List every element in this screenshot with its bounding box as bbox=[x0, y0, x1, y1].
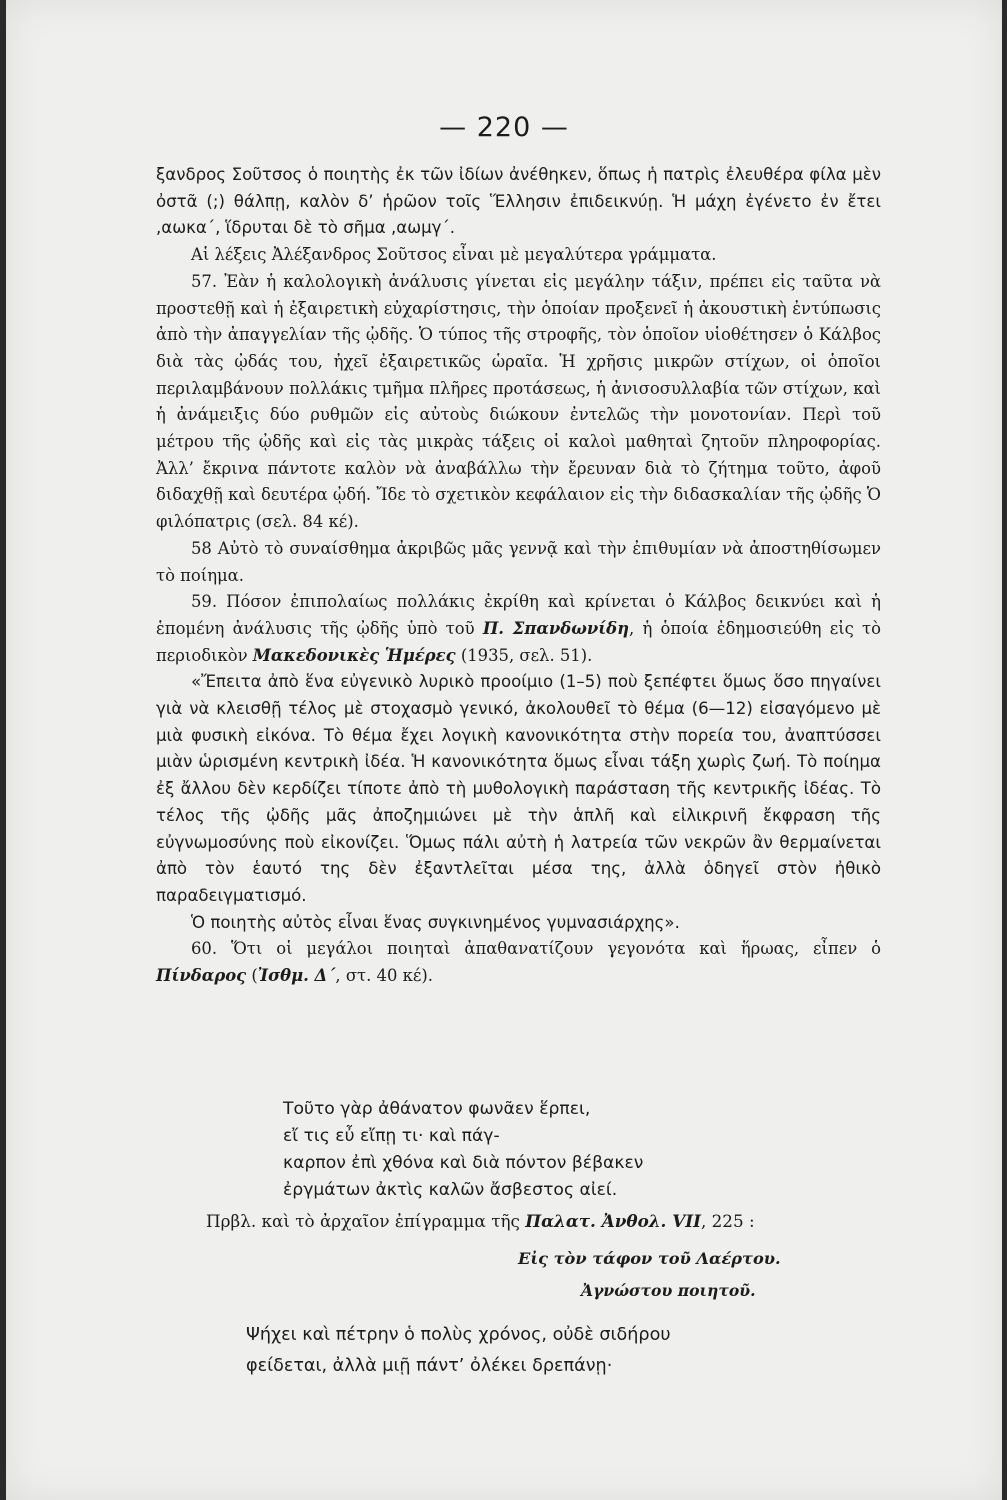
paragraph bbox=[156, 936, 881, 989]
emphasized-text: Πίνδαρος bbox=[156, 966, 247, 986]
comparison-source: Παλατ. Ἀνθολ. VII bbox=[525, 1211, 701, 1231]
paragraph: 57. Ἐὰν ἡ καλολογικὴ ἀνάλυσις γίνεται εἰς μεγάλην τάξιν, πρέπει εἰς ταῦτα νὰ προστεθῇ καὶ ἡ ἐξαιρετικὴ εὐχαρίστησις, τὴν ὁποίαν προξενεῖ ἡ ἀκουστικὴ ἐντύπωσις ἀπὸ τὴν ἀπαγγελίαν τῆς ᾠδῆς. Ὁ τύπος τῆς στροφῆς, τὸν ὁποῖον υἱοθέτησεν ὁ Κάλβος διὰ τὰς ᾠδάς του, ἠχεῖ ἐξαιρετικῶς ὡραῖα. Ἡ χρῆσις μικρῶν στίχων, οἱ ὁποῖοι περιλαμβάνουν πολλάκις τμῆμα πλῆρες προτάσεως, ἡ ἀνισοσυλλαβία τῶν στίχων, καὶ ἡ ἀνάμειξις δύο ρυθμῶν εἰς αὐτοὺς διώκουν ἐντελῶς τὴν μονοτονίαν. Περὶ τοῦ μέτρου τῆς ᾠδῆς καὶ εἰς τὰς μικρὰς τάξεις οἱ καλοὶ μαθηταὶ ζητοῦν πληροφορίας. Ἀλλ’ ἔκρινα πάντοτε καλὸν νὰ ἀναβάλλω τὴν ἔρευναν διὰ τὸ ζήτημα τοῦτο, ἀφοῦ διδαχθῇ καὶ δευτέρα ᾠδή. Ἴδε τὸ σχετικὸν κεφάλαιον εἰς τὴν διδασκαλίαν τῆς ᾠδῆς Ὁ φιλόπατρις (σελ. 84 κέ). bbox=[156, 271, 881, 532]
paragraph: 58 Αὐτὸ τὸ συναίσθημα ἀκριβῶς μᾶς γεννᾷ καὶ τὴν ἐπιθυμίαν νὰ ἀποστηθίσωμεν τὸ ποίημα. bbox=[156, 538, 881, 585]
paragraph: Ὁ ποιητὴς αὐτὸς εἶναι ἕνας συγκινημένος γυμνασιάρχης». bbox=[191, 912, 680, 932]
epigram-text bbox=[246, 1320, 671, 1382]
paragraph bbox=[156, 589, 881, 669]
verse-line: καρπον ἐπὶ χθόνα καὶ διὰ πόντον βέβακεν bbox=[283, 1153, 644, 1173]
paragraph: «Ἔπειτα ἀπὸ ἕνα εὐγενικὸ λυρικὸ προοίμιο (1–5) ποὺ ξεπέφτει ὅμως ὅσο πηγαίνει γιὰ νὰ κλεισθῇ τέλος μὲ στοχασμὸ γενικό, ἀκολουθεῖ τὸ θέμα (6—12) εἰσαγόμενο μὲ μιὰ φυσικὴ εἰκόνα. Τὸ θέμα ἔχει λογικὴ κανονικότητα στὴν πορεία του, ἀναπτύσσει μιὰν ὡρισμένη κεντρικὴ ἰδέα. Ἡ κανονικότητα ὅμως εἶναι τάξη χωρὶς ζωή. Τὸ ποίημα ἐξ ἄλλου δὲν κερδίζει τίποτε ἀπὸ τὴ μυθολογικὴ παράσταση τῆς κεντρικῆς ἰδέας. Τὸ τέλος τῆς ᾠδῆς μᾶς ἀποζημιώνει μὲ τὴν ἁπλῆ καὶ εἰλικρινῆ ἔκφραση τῆς εὐγνωμοσύνης ποὺ εἰκονίζει. Ὅμως πάλι αὐτὴ ἡ λατρεία τῶν νεκρῶν ἂν θερμαίνεται ἀπὸ τὸν ἑαυτό της δὲν ἐξαντλεῖται μέσα της, ἀλλὰ ὁδηγεῖ στὸν ἠθικὸ παραδειγματισμό. bbox=[156, 672, 881, 905]
paragraph-text: , στ. 40 κέ). bbox=[335, 966, 433, 986]
paragraph-text: 59. Πόσον ἐπιπολαίως πολλάκις ἐκρίθη καὶ κρίνεται ὁ Κάλβος δεικνύει καὶ ἡ ἑπομένη ἀνάλυσις τῆς ᾠδῆς ὑπὸ τοῦ bbox=[156, 592, 881, 638]
epigram-line: φείδεται, ἀλλὰ μιῇ πάντ’ ὀλέκει δρεπάνῃ· bbox=[246, 1356, 613, 1376]
body-text bbox=[156, 162, 881, 990]
paragraph-text: , ἡ ὁποία ἐδημοσιεύθη εἰς τὸ περιοδικὸν bbox=[156, 618, 881, 665]
epigram-author: Ἀγνώστου ποιητοῦ. bbox=[581, 1281, 756, 1300]
verse-line: Τοῦτο γὰρ ἀθάνατον φωνᾶεν ἕρπει, bbox=[283, 1099, 591, 1119]
verse-line: εἴ τις εὖ εἴπῃ τι· καὶ πάγ- bbox=[283, 1126, 500, 1146]
paragraph-text: 60. Ὅτι οἱ μεγάλοι ποιηταὶ ἀπαθανατίζουν γεγονότα καὶ ἥρωας, εἶπεν ὁ bbox=[191, 939, 881, 959]
emphasized-text: Ἰσθμ. Δ΄ bbox=[257, 966, 336, 986]
comparison-note bbox=[206, 1211, 856, 1231]
paragraph-text: (1935, σελ. 51). bbox=[455, 645, 593, 665]
page-number: — 220 — bbox=[439, 112, 569, 143]
book-page bbox=[6, 0, 1002, 1500]
paragraph: Αἱ λέξεις Ἀλέξανδρος Σοῦτσος εἶναι μὲ μεγαλύτερα γράμματα. bbox=[191, 245, 717, 265]
emphasized-text: Π. Σπανδωνίδη bbox=[482, 618, 629, 638]
verse-line: ἐργμάτων ἀκτὶς καλῶν ἄσβεστος αἰεί. bbox=[283, 1180, 618, 1200]
pindar-verse bbox=[283, 1096, 643, 1204]
epigram-title: Εἰς τὸν τάφον τοῦ Λαέρτου. bbox=[518, 1249, 781, 1268]
comparison-lead: Πρβλ. καὶ τὸ ἀρχαῖον ἐπίγραμμα τῆς bbox=[206, 1211, 526, 1231]
paragraph-text: ( bbox=[246, 966, 258, 986]
epigram-line: Ψήχει καὶ πέτρην ὁ πολὺς χρόνος, οὐδὲ σιδήρου bbox=[246, 1325, 671, 1345]
emphasized-text: Μακεδονικὲς Ἡμέρες bbox=[252, 645, 456, 665]
paragraph: ξανδρος Σοῦτσος ὁ ποιητὴς ἐκ τῶν ἰδίων ἀνέθηκεν, ὅπως ἡ πατρὶς ἐλευθέρα φίλα μὲν ὀστᾶ (;) θάλπῃ, καλὸν δ’ ἡρῶον τοῖς Ἕλλησιν ἐπιδεικνύῃ. Ἡ μάχη ἐγένετο ἐν ἔτει ,αωκα΄, ἵδρυται δὲ τὸ σῆμα ,αωμγ΄. bbox=[156, 165, 881, 238]
comparison-tail: , 225 : bbox=[700, 1211, 755, 1231]
